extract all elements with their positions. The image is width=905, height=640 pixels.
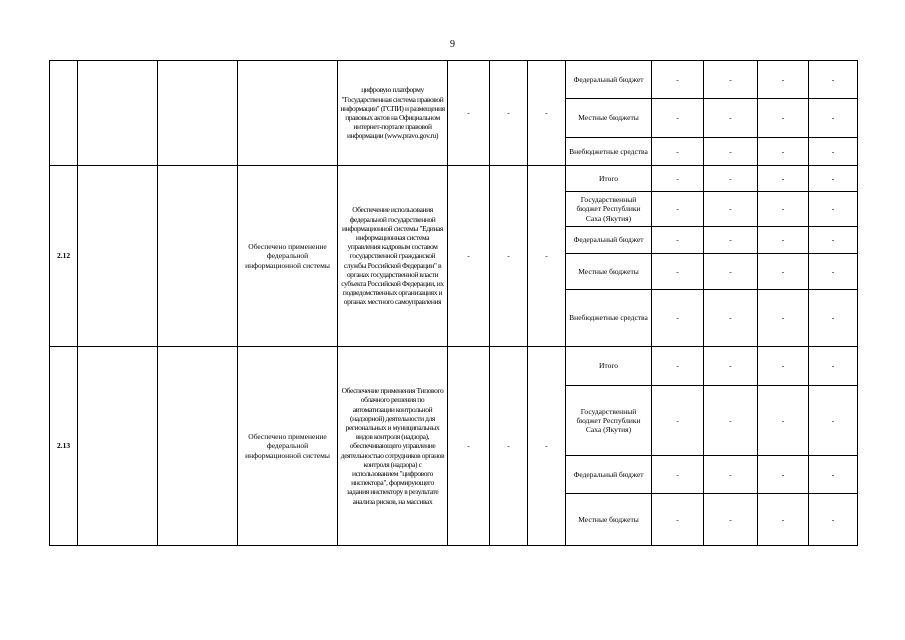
result-cell: [238, 61, 338, 166]
dash-cell: -: [758, 227, 809, 254]
table-row: [50, 166, 858, 192]
empty-cell: [158, 347, 238, 546]
dash-cell: -: [704, 456, 758, 494]
dash-cell: -: [704, 494, 758, 546]
page-number: 9: [450, 39, 455, 50]
dash-cell: -: [652, 227, 704, 254]
dash-cell: -: [809, 166, 858, 192]
funding-source: Государственный бюджет Республики Саха (Якутия): [566, 192, 652, 227]
dash-cell: -: [704, 254, 758, 290]
funding-source: Итого: [566, 347, 652, 386]
dash-cell: -: [448, 347, 490, 546]
dash-cell: -: [809, 138, 858, 166]
dash-cell: -: [448, 61, 490, 166]
dash-cell: -: [528, 166, 566, 347]
dash-cell: -: [704, 290, 758, 347]
dash-cell: -: [652, 99, 704, 138]
dash-cell: -: [758, 290, 809, 347]
item-number: 2.13: [50, 347, 78, 546]
dash-cell: -: [652, 347, 704, 386]
dash-cell: -: [809, 61, 858, 99]
dash-cell: -: [652, 254, 704, 290]
dash-cell: -: [490, 347, 528, 546]
funding-source: Государственный бюджет Республики Саха (Якутия): [566, 386, 652, 456]
dash-cell: -: [809, 99, 858, 138]
dash-cell: -: [758, 347, 809, 386]
dash-cell: -: [758, 138, 809, 166]
item-number: [50, 61, 78, 166]
funding-source: Местные бюджеты: [566, 494, 652, 546]
dash-cell: -: [809, 254, 858, 290]
funding-source: Внебюджетные средства: [566, 290, 652, 347]
funding-source: Местные бюджеты: [566, 99, 652, 138]
dash-cell: -: [758, 386, 809, 456]
dash-cell: -: [704, 192, 758, 227]
empty-cell: [78, 166, 158, 347]
dash-cell: -: [758, 99, 809, 138]
event-description: цифровую платформу "Государственная система правовой информации" (ГСПИ) и размещения правовых актов на Официальном интернет-портале правовой информации (www.pravo.gov.ru): [338, 61, 448, 166]
result-cell: Обеспечено применение федеральной информационной системы: [238, 166, 338, 347]
table-row: [50, 347, 858, 386]
funding-source: Местные бюджеты: [566, 254, 652, 290]
result-cell: Обеспечено применение федеральной информационной системы: [238, 347, 338, 546]
dash-cell: -: [652, 386, 704, 456]
dash-cell: -: [758, 192, 809, 227]
dash-cell: -: [652, 166, 704, 192]
event-description: Обеспечение использования федеральной государственной информационной системы "Единая информационная система управления кадровым составом государственной гражданской службы Российской Федерации" в органах государственной власти субъекта Российской Федерации, их подведомственных организациях и органах местного самоуправления: [338, 166, 448, 347]
event-description: Обеспечение применения Типового облачного решения по автоматизации контрольной (надзорной) деятельности для региональных и муниципальных видов контроля (надзора), обеспечивающего управление деятельностью сотрудников органов контроля (надзора) с использованием "цифрового инспектора", формирующего задания инспектору в результате анализа рисков, на массивах: [338, 347, 448, 546]
dash-cell: -: [704, 99, 758, 138]
empty-cell: [78, 347, 158, 546]
dash-cell: -: [704, 166, 758, 192]
dash-cell: -: [704, 386, 758, 456]
funding-source: Федеральный бюджет: [566, 456, 652, 494]
dash-cell: -: [652, 290, 704, 347]
funding-source: Федеральный бюджет: [566, 61, 652, 99]
dash-cell: -: [809, 386, 858, 456]
dash-cell: -: [809, 290, 858, 347]
funding-source: Итого: [566, 166, 652, 192]
dash-cell: -: [758, 494, 809, 546]
empty-cell: [78, 61, 158, 166]
empty-cell: [158, 166, 238, 347]
funding-source: Федеральный бюджет: [566, 227, 652, 254]
dash-cell: -: [528, 347, 566, 546]
dash-cell: -: [704, 61, 758, 99]
dash-cell: -: [758, 456, 809, 494]
dash-cell: -: [704, 227, 758, 254]
dash-cell: -: [490, 61, 528, 166]
dash-cell: -: [758, 254, 809, 290]
item-number: 2.12: [50, 166, 78, 347]
dash-cell: -: [490, 166, 528, 347]
dash-cell: -: [448, 166, 490, 347]
dash-cell: -: [652, 138, 704, 166]
program-table: [49, 60, 858, 546]
dash-cell: -: [809, 227, 858, 254]
dash-cell: -: [809, 347, 858, 386]
table-row: [50, 61, 858, 99]
dash-cell: -: [528, 61, 566, 166]
dash-cell: -: [704, 138, 758, 166]
dash-cell: -: [652, 494, 704, 546]
dash-cell: -: [758, 61, 809, 99]
dash-cell: -: [652, 456, 704, 494]
dash-cell: -: [809, 192, 858, 227]
empty-cell: [158, 61, 238, 166]
funding-source: Внебюджетные средства: [566, 138, 652, 166]
dash-cell: -: [652, 61, 704, 99]
dash-cell: -: [809, 494, 858, 546]
dash-cell: -: [758, 166, 809, 192]
dash-cell: -: [704, 347, 758, 386]
dash-cell: -: [809, 456, 858, 494]
dash-cell: -: [652, 192, 704, 227]
